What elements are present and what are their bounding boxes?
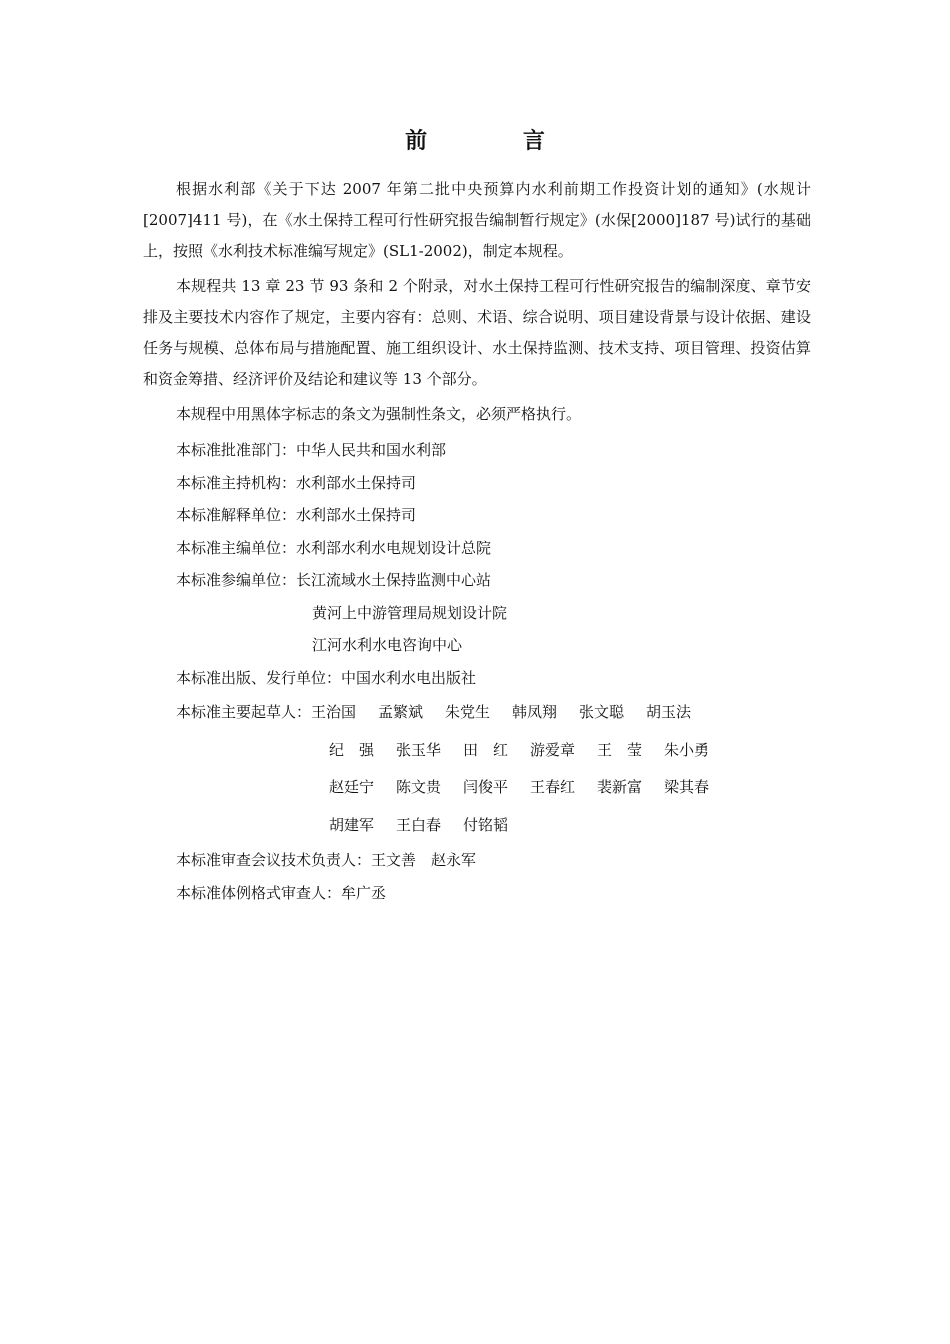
drafter-name: 张玉华 xyxy=(396,740,442,759)
meta-reviewer xyxy=(143,844,811,877)
meta-co-editor xyxy=(143,564,811,597)
document-body xyxy=(143,174,811,909)
meta-label: 本标准体例格式审查人： xyxy=(176,883,342,902)
page-title: 前 言 xyxy=(405,129,589,154)
drafter-name: 闫俊平 xyxy=(463,778,509,796)
meta-value: 中华人民共和国水利部 xyxy=(296,441,447,459)
drafter-name: 孟繁斌 xyxy=(378,703,424,721)
drafters-row xyxy=(143,732,811,770)
drafters-row xyxy=(143,807,811,845)
meta-label: 本标准解释单位： xyxy=(176,506,297,524)
meta-value: 中国水利水电出版社 xyxy=(341,668,477,687)
drafter-name: 胡建军 xyxy=(329,815,375,834)
drafter-name: 韩凤翔 xyxy=(512,703,558,721)
meta-label: 本标准主持机构： xyxy=(176,473,297,492)
meta-value: 水利部水土保持司 xyxy=(296,473,417,492)
meta-host xyxy=(143,467,811,500)
drafter-name: 王治国 xyxy=(311,703,357,721)
meta-value: 王文善 赵永军 xyxy=(371,851,477,869)
meta-value: 长江流域水土保持监测中心站 xyxy=(296,571,492,589)
drafter-name: 付铭韬 xyxy=(463,815,509,834)
meta-label: 本标准主要起草人： xyxy=(176,703,312,721)
meta-co-editor-cont: 黄河上中游管理局规划设计院 xyxy=(312,603,508,622)
drafter-name: 田 红 xyxy=(463,740,509,759)
paragraph-scope: 本规程共 13 章 23 节 93 条和 2 个附录，对水土保持工程可行性研究报告的编制深度、章节安排及主要技术内容作了规定，主要内容有：总则、术语、综合说明、项目建设背景与设计依据、建设任务与规模、总体布局与措施配置、施工组织设计、水土保持监测、技术支持、项目管理、投资估算和资金筹措、经济评价及结论和建议等 13 个部分。 xyxy=(143,277,811,388)
drafter-name: 陈文贵 xyxy=(396,778,442,796)
drafter-name: 纪 强 xyxy=(329,740,375,759)
meta-chief-editor xyxy=(143,532,811,565)
drafter-name: 朱小勇 xyxy=(664,740,710,759)
meta-format-reviewer xyxy=(143,877,811,910)
drafter-name: 裴新富 xyxy=(597,778,643,796)
meta-interpret xyxy=(143,499,811,532)
drafter-name: 赵廷宁 xyxy=(329,778,375,796)
meta-value: 水利部水土保持司 xyxy=(296,506,417,524)
paragraph-basis: 根据水利部《关于下达 2007 年第二批中央预算内水利前期工作投资计划的通知》(水规计[2007]411 号)，在《水土保持工程可行性研究报告编制暂行规定》(水保[2000]187 号)试行的基础上，按照《水利技术标准编写规定》(SL1-2002)，制定本规程。 xyxy=(143,180,811,260)
drafter-name: 王白春 xyxy=(396,815,442,834)
meta-value: 牟广丞 xyxy=(341,883,387,902)
meta-co-editor-cont: 江河水利水电咨询中心 xyxy=(312,636,463,654)
meta-publisher xyxy=(143,662,811,695)
drafter-name: 梁其春 xyxy=(664,778,710,796)
meta-label: 本标准出版、发行单位： xyxy=(176,668,342,687)
drafter-name: 胡玉法 xyxy=(646,703,692,721)
drafter-name: 王 莹 xyxy=(597,740,643,759)
paragraph-mandatory: 本规程中用黑体字标志的条文为强制性条文，必须严格执行。 xyxy=(176,405,582,423)
meta-drafters xyxy=(143,694,811,844)
meta-label: 本标准参编单位： xyxy=(176,571,297,589)
drafter-name: 游爱章 xyxy=(530,740,576,759)
meta-label: 本标准审查会议技术负责人： xyxy=(176,851,372,869)
drafter-name: 朱党生 xyxy=(445,703,491,721)
meta-approval xyxy=(143,434,811,467)
drafters-row xyxy=(143,769,811,807)
drafter-name: 王春红 xyxy=(530,778,576,796)
meta-label: 本标准主编单位： xyxy=(176,538,297,557)
drafters-row xyxy=(143,694,811,732)
drafter-name: 张文聪 xyxy=(579,703,625,721)
meta-label: 本标准批准部门： xyxy=(176,441,297,459)
meta-value: 水利部水利水电规划设计总院 xyxy=(296,538,492,557)
